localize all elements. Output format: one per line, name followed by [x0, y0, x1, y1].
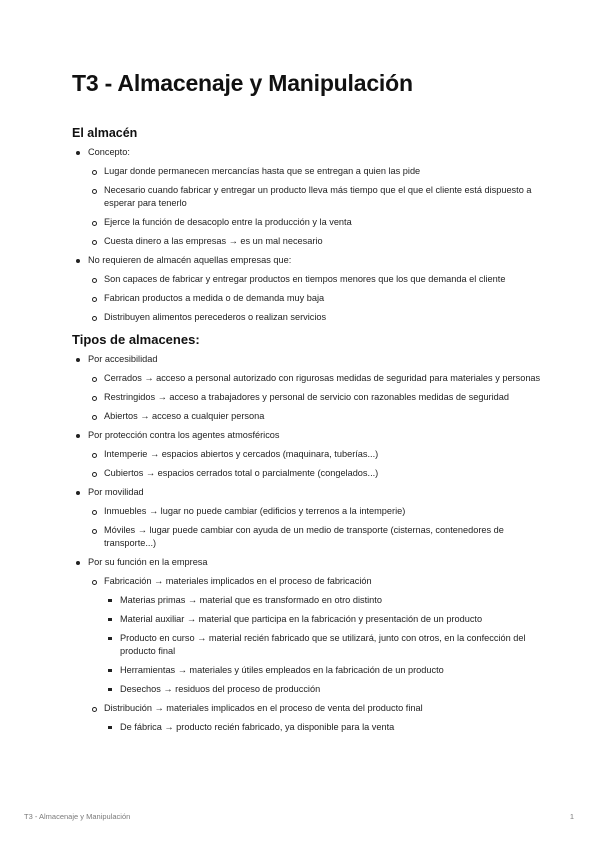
bullet-icon — [92, 297, 97, 302]
bullet-icon — [92, 707, 97, 712]
list-item: Lugar donde permanecen mercancías hasta que se entregan a quien las pide — [72, 165, 542, 178]
document-body — [72, 126, 542, 740]
sublist — [88, 273, 542, 324]
bullet-icon — [92, 221, 97, 226]
list-item: Distribución → materiales implicados en el proceso de venta del producto final De fábrica → producto recién fabricado, ya disponible para la venta — [72, 702, 542, 734]
sublist — [104, 594, 542, 696]
list-item: Desechos → residuos del proceso de producción — [88, 683, 542, 696]
sublist — [88, 165, 542, 248]
list-item: Por movilidad Inmuebles → lugar no puede cambiar (edificios y terrenos a la intemperie) Móviles → lugar puede cambiar con ayuda de un medio de transporte (cisternas, contenedores de transporte...) — [72, 486, 542, 550]
list-item: Cubiertos → espacios cerrados total o parcialmente (congelados...) — [72, 467, 542, 480]
bullet-icon — [92, 189, 97, 194]
list-item: De fábrica → producto recién fabricado, ya disponible para la venta — [88, 721, 542, 734]
bullet-icon — [108, 726, 112, 730]
list-item: Producto en curso → material recién fabricado que se utilizará, junto con otros, en la confección del producto final — [88, 632, 542, 658]
list-item: Restringidos → acceso a trabajadores y personal de servicio con razonables medidas de seguridad — [72, 391, 542, 404]
list-item: Fabrican productos a medida o de demanda muy baja — [72, 292, 542, 305]
bullet-icon — [92, 316, 97, 321]
list-item: No requieren de almacén aquellas empresas que: Son capaces de fabricar y entregar productos en tiempos menores que los que demanda el cliente Fabrican productos a medida o de demanda muy baja Distribuyen alimentos perecederos o realizan servicios — [72, 254, 542, 324]
page-footer — [24, 812, 574, 821]
bullet-icon — [92, 415, 97, 420]
bullet-icon — [92, 170, 97, 175]
bullet-icon — [92, 472, 97, 477]
bullet-icon — [76, 358, 80, 362]
list-item: Por protección contra los agentes atmosféricos Intemperie → espacios abiertos y cercados (maquinara, tuberías...) Cubiertos → espacios cerrados total o parcialmente (congelados...) — [72, 429, 542, 480]
bullet-icon — [76, 434, 80, 438]
list-item: Por accesibilidad Cerrados → acceso a personal autorizado con rigurosas medidas de seguridad para materiales y personas Restringidos → acceso a trabajadores y personal de servicio con razonables medidas de seguridad Abiertos → acceso a cualquier persona — [72, 353, 542, 423]
list-item: Son capaces de fabricar y entregar productos en tiempos menores que los que demanda el cliente — [72, 273, 542, 286]
section-heading-tipos: Tipos de almacenes: — [72, 332, 200, 347]
bullet-icon — [108, 618, 112, 622]
section-heading-almacen: El almacén — [72, 126, 138, 140]
list-item: Fabricación → materiales implicados en el proceso de fabricación Materias primas → material que es transformado en otro distinto Material auxiliar → material que participa en la fabricación y presentación de un producto Producto en curso → material recién fabricado que se utilizará, junto con otros, en la confección del producto final Herramientas → materiales y útiles empleados en la fabricación de un producto Desechos → residuos del proceso de producción — [72, 575, 542, 696]
bullet-icon — [76, 151, 80, 155]
bullet-icon — [92, 377, 97, 382]
bullet-icon — [92, 396, 97, 401]
bullet-icon — [76, 491, 80, 495]
list-item: Abiertos → acceso a cualquier persona — [72, 410, 542, 423]
list-item: Cuesta dinero a las empresas → es un mal necesario — [72, 235, 542, 248]
bullet-icon — [92, 240, 97, 245]
bullet-icon — [108, 599, 112, 603]
bullet-icon — [108, 669, 112, 673]
list-item: Materias primas → material que es transformado en otro distinto — [88, 594, 542, 607]
page-title: T3 - Almacenaje y Manipulación — [72, 70, 413, 96]
list-item: Móviles → lugar puede cambiar con ayuda de un medio de transporte (cisternas, contenedores de transporte...) — [72, 524, 542, 550]
sublist — [104, 721, 542, 734]
bullet-icon — [108, 637, 112, 641]
list-item: Intemperie → espacios abiertos y cercados (maquinara, tuberías...) — [72, 448, 542, 461]
list-item: Concepto: Lugar donde permanecen mercancías hasta que se entregan a quien las pide Necesario cuando fabricar y entregar un producto lleva más tiempo que el que el cliente está dispuesto a esperar para tenerlo Ejerce la función de desacoplo entre la producción y la venta Cuesta dinero a las empresas → es un mal necesario — [72, 146, 542, 248]
list-item: Distribuyen alimentos perecederos o realizan servicios — [72, 311, 542, 324]
bullet-icon — [108, 688, 112, 692]
list-item: Material auxiliar → material que participa en la fabricación y presentación de un producto — [88, 613, 542, 626]
bullet-icon — [92, 278, 97, 283]
bullet-icon — [76, 259, 80, 263]
sublist — [88, 448, 542, 480]
bullet-icon — [92, 510, 97, 515]
page-number: 1 — [569, 812, 574, 821]
list-item: Cerrados → acceso a personal autorizado con rigurosas medidas de seguridad para materiales y personas — [72, 372, 542, 385]
bullet-icon — [92, 529, 97, 534]
list-item: Ejerce la función de desacoplo entre la producción y la venta — [72, 216, 542, 229]
sublist — [88, 575, 542, 734]
list-tipos — [72, 353, 542, 734]
list-almacen — [72, 146, 542, 324]
list-item: Necesario cuando fabricar y entregar un producto lleva más tiempo que el que el cliente está dispuesto a esperar para tenerlo — [72, 184, 542, 210]
list-item: Herramientas → materiales y útiles empleados en la fabricación de un producto — [88, 664, 542, 677]
sublist — [88, 372, 542, 423]
footer-title: T3 - Almacenaje y Manipulación — [24, 812, 131, 821]
bullet-icon — [76, 561, 80, 565]
sublist — [88, 505, 542, 550]
list-item: Inmuebles → lugar no puede cambiar (edificios y terrenos a la intemperie) — [72, 505, 542, 518]
list-item: Por su función en la empresa Fabricación → materiales implicados en el proceso de fabricación Materias primas → material que es transformado en otro distinto Material auxiliar → material que participa en la fabricación y presentación de un producto Producto en curso → material recién fabricado que se utilizará, junto con otros, en la confección del producto final Herramientas → materiales y útiles empleados en la fabricación de un producto Desechos → residuos del proceso de producción Distribución → materiales implicados en el proceso de venta del producto final De fábrica → producto recién fabricado, ya disponible para la venta — [72, 556, 542, 734]
bullet-icon — [92, 580, 97, 585]
bullet-icon — [92, 453, 97, 458]
